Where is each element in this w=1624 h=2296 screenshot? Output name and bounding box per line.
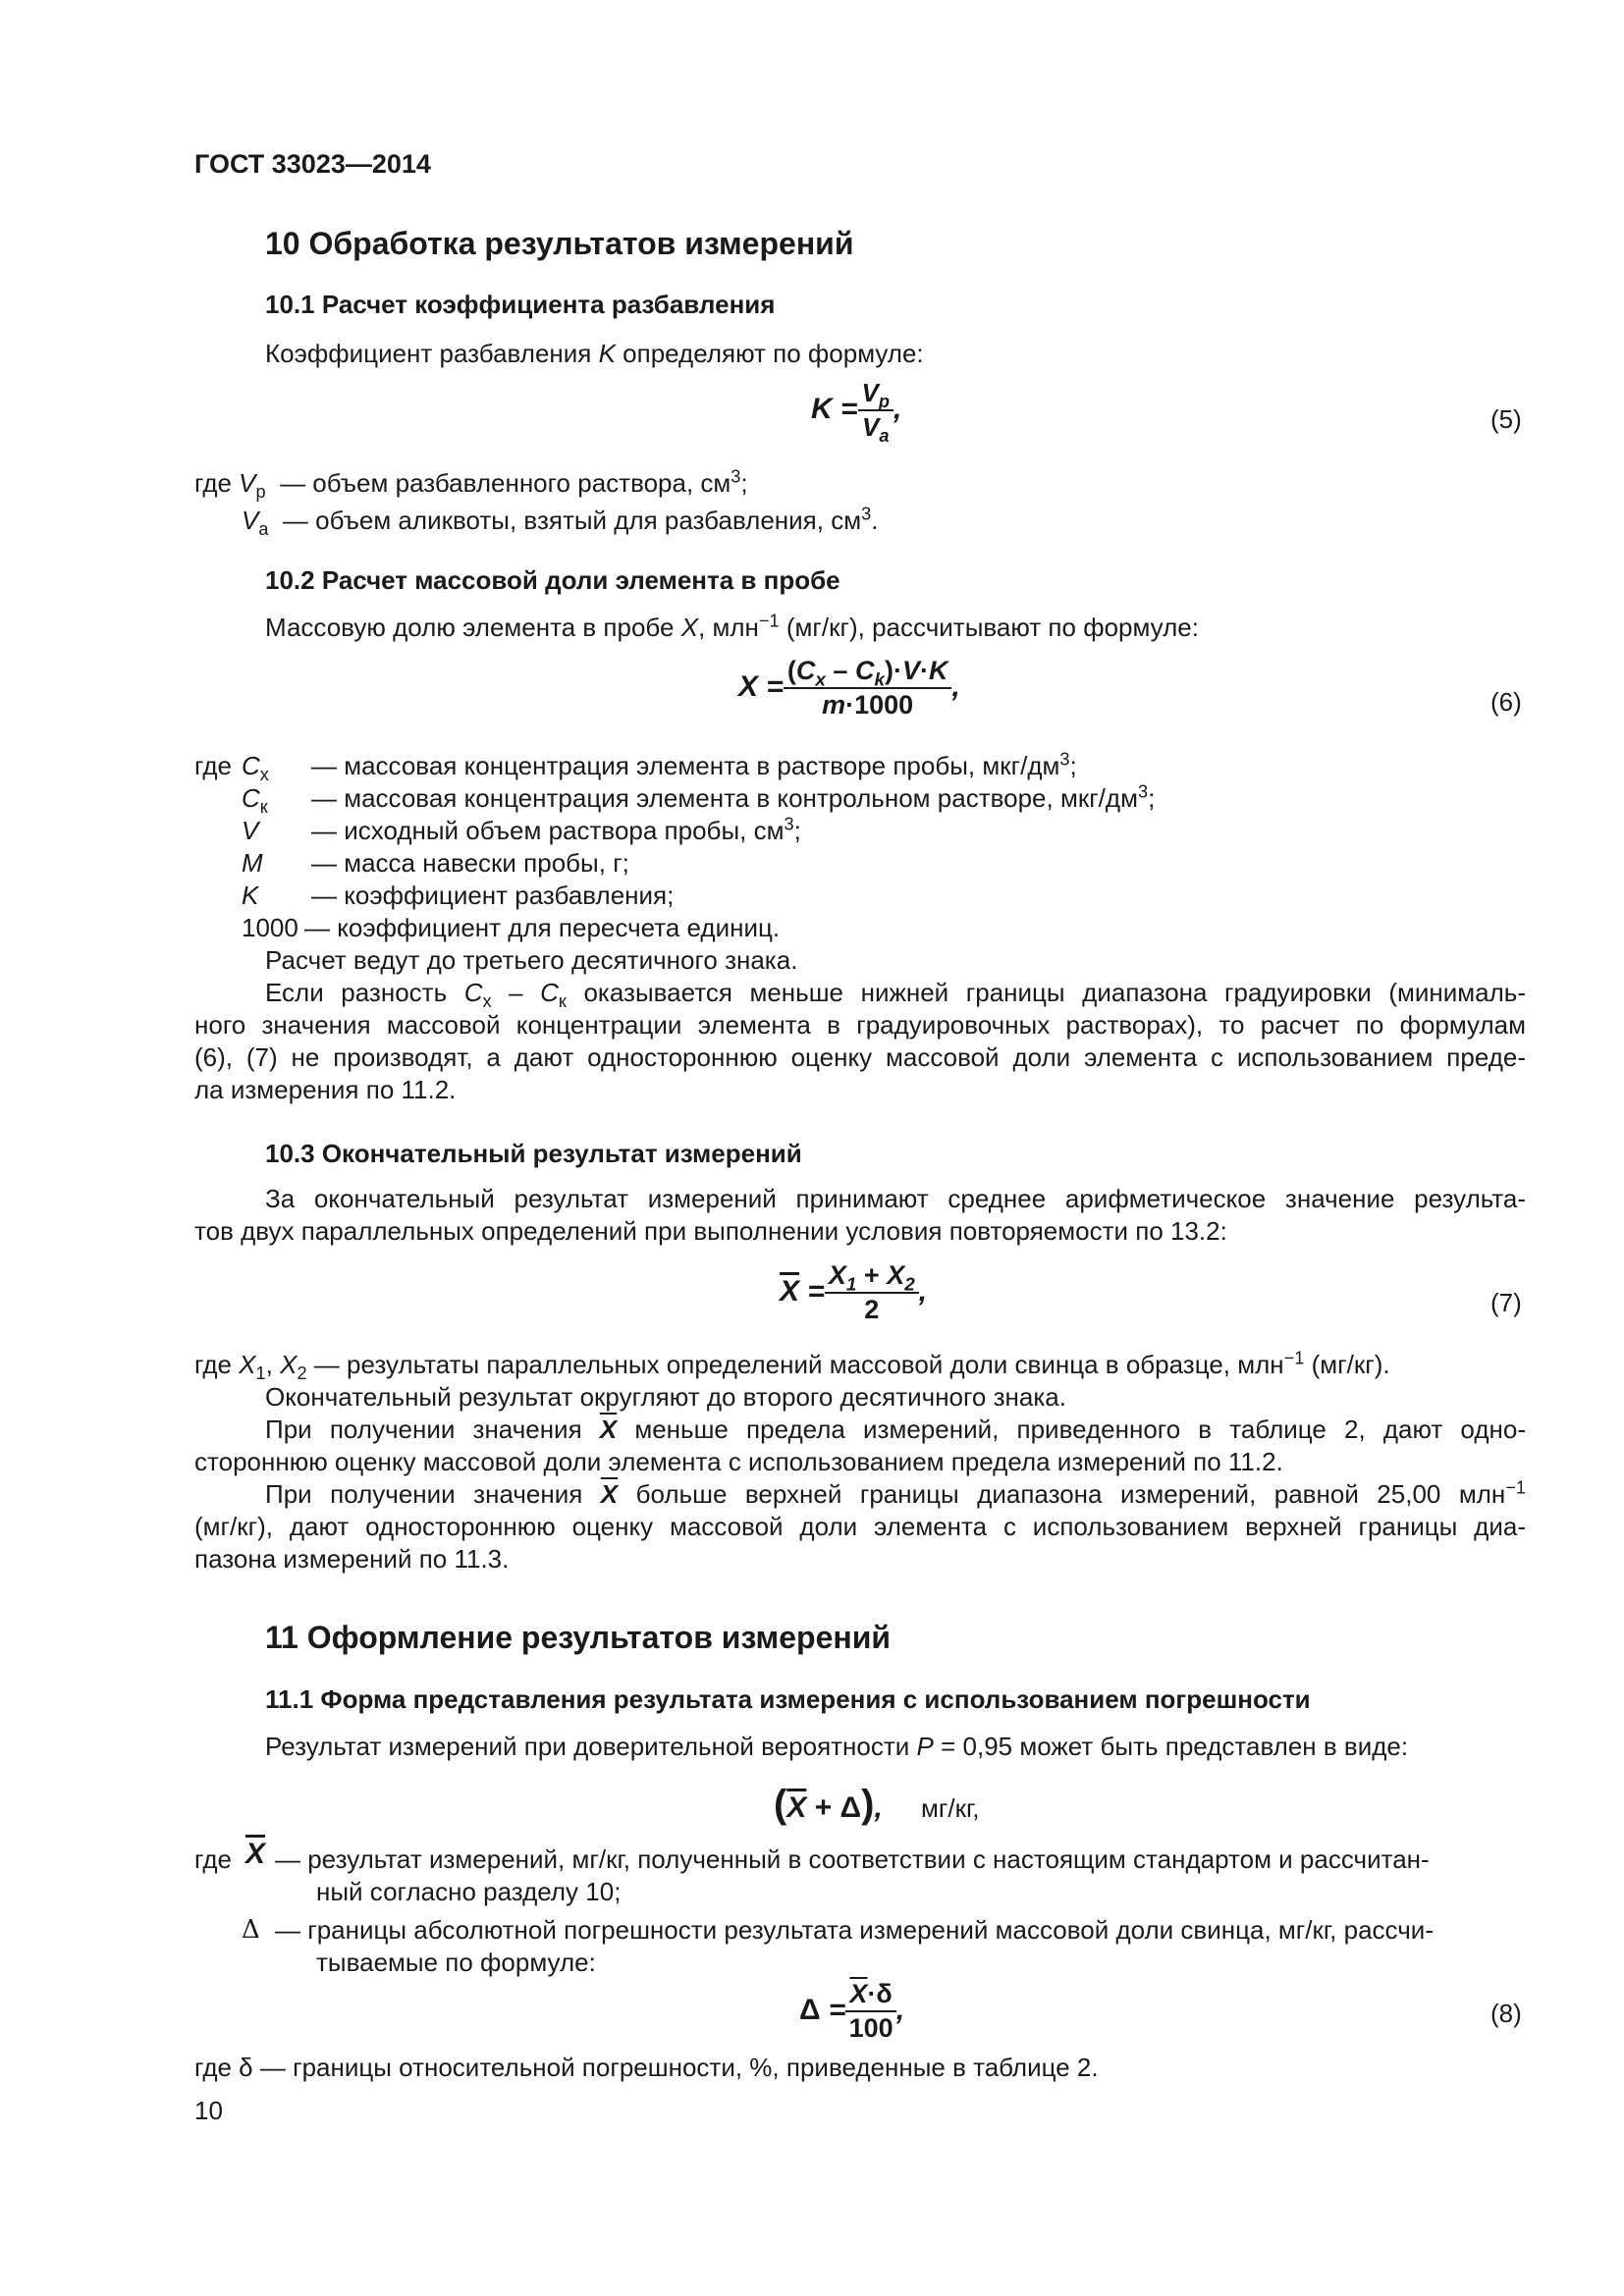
result-expression: $(\overline{X} + \Delta)$, (774, 1783, 883, 1826)
formula-6-number: (6) (1490, 687, 1522, 717)
page-number: 10 (194, 2096, 223, 2125)
subsection-10-3-title: 10.3 Окончательный результат измерений (265, 1139, 802, 1168)
section-10-title: 10 Обработка результатов измерений (265, 226, 854, 261)
s103-paragraph: За окончательный результат измерений принимают среднее арифметическое значение результа- тов двух параллельных определений при выполнении условия повторяемости по 13.2: (194, 1184, 1526, 1246)
legend-cx-text: — массовая концентрация элемента в растворе пробы, мкг/$дм^3$; (311, 749, 1077, 780)
legend-k-symbol: K (242, 881, 259, 910)
s111-where-text-2: ный согласно разделу 10; (316, 1877, 622, 1906)
legend-ck-symbol: $C_к$ (242, 783, 268, 818)
subsection-11-1-title: 11.1 Форма представления результата измерения с использованием погрешности (265, 1684, 1311, 1714)
section-11-title: 11 Оформление результатов измерений (265, 1620, 892, 1655)
s101-where-vp: где $V_р$ — объем разбавленного раствора, $см^3$; (194, 466, 748, 503)
legend-v-symbol: V (242, 816, 259, 845)
legend-v-text: — исходный объем раствора пробы, $см^3$; (311, 814, 801, 845)
subsection-10-1-title: 10.1 Расчет коэффициента разбавления (265, 290, 776, 319)
s103-where: где $X_1$, $X_2$ — результаты параллельных определений массовой доли свинца в образце, млн$^{-1}$ (мг/кг). (194, 1348, 1390, 1384)
s111-where-text: — результат измерений, мг/кг, полученный в соответствии с настоящим стандартом и рассчитан- (275, 1844, 1430, 1874)
subsection-10-2-title: 10.2 Расчет массовой доли элемента в пробе (265, 565, 840, 595)
legend-m-text: — масса навески пробы, г; (311, 848, 629, 878)
legend-ck-text: — массовая концентрация элемента в контрольном растворе, мкг/$дм^3$; (311, 781, 1156, 813)
s111-intro: Результат измерений при доверительной вероятности P = 0,95 может быть представлен в виде: (265, 1732, 1409, 1761)
legend-1000-text: — коэффициент для пересчета единиц. (304, 913, 781, 942)
x-bar-symbol: $\overline{X}$ (245, 1838, 266, 1870)
formula-5-number: (5) (1490, 404, 1522, 434)
legend-1000-symbol: 1000 (242, 913, 298, 942)
legend-m-symbol: M (242, 848, 263, 878)
s102-intro: Массовую долю элемента в пробе X, млн$^{-1}$ (мг/кг), рассчитывают по формуле: (265, 611, 1199, 642)
s111-last: где δ — границы относительной погрешности, %, приведенные в таблице 2. (194, 2053, 1099, 2082)
s103-paragraph-2: При получении значения $\overline{X}$ меньше предела измерений, приведенного в таблице 2, дают одно- стороннюю оценку массовой доли элемента с использованием предела измерений по 11.2. (194, 1415, 1526, 1476)
s101-intro: Коэффициент разбавления K определяют по формуле: (265, 339, 924, 368)
document-header: ГОСТ 33023—2014 (194, 149, 431, 179)
delta-text: — границы абсолютной погрешности результата измерений массовой доли свинца, мг/кг, рассчи- (275, 1915, 1434, 1945)
formula-6: X = $\frac{(C_x - C_k)\cdot V\cdot K}{m\cdot 1000}$ , (738, 656, 960, 720)
formula-7: $\overline{X}$ = $\frac{X_1 + X_2}{2}$ , (780, 1260, 928, 1324)
round-note: Окончательный результат округляют до второго десятичного знака. (265, 1382, 1066, 1412)
formula-7-number: (7) (1490, 1288, 1522, 1317)
delta-text-2: тываемые по формуле: (316, 1948, 596, 1977)
formula-5: K = $\frac{V_p}{V_a}$ , (811, 378, 902, 447)
s111-where: где (194, 1844, 232, 1874)
calc-note: Расчет ведут до третьего десятичного знака. (265, 945, 798, 975)
legend-where: где (194, 751, 232, 780)
s102-paragraph: Если разность $C_x - C_к$ оказывается меньше нижней границы диапазона градуировки (минималь- ного значения массовой концентрации элемента в градуировочных растворах), то расчет по формулам (6), (7) не производят, а дают одностороннюю оценку массовой доли элемента с использованием преде- ла измерения по 11.2. (194, 978, 1526, 1104)
s101-where-va: $V_а$ — объем аликвоты, взятый для разбавления, $см^3$. (242, 504, 879, 540)
s103-paragraph-3: При получении значения $\overline{X}$ больше верхней границы диапазона измерений, равной 25,00 млн$^{-1}$ (мг/кг), дают одностороннюю оценку массовой доли элемента с использованием верхней границы диа- пазона измерений по 11.3. (194, 1477, 1526, 1574)
delta-symbol: Δ (242, 1915, 260, 1945)
legend-cx-symbol: $C_x$ (242, 751, 269, 785)
formula-8: Δ = $\frac{\overline{X}\cdot\delta}{100}$ , (799, 1979, 905, 2043)
formula-8-number: (8) (1490, 1999, 1522, 2028)
result-unit: мг/кг, (921, 1793, 980, 1823)
legend-k-text: — коэффициент разбавления; (311, 881, 675, 910)
